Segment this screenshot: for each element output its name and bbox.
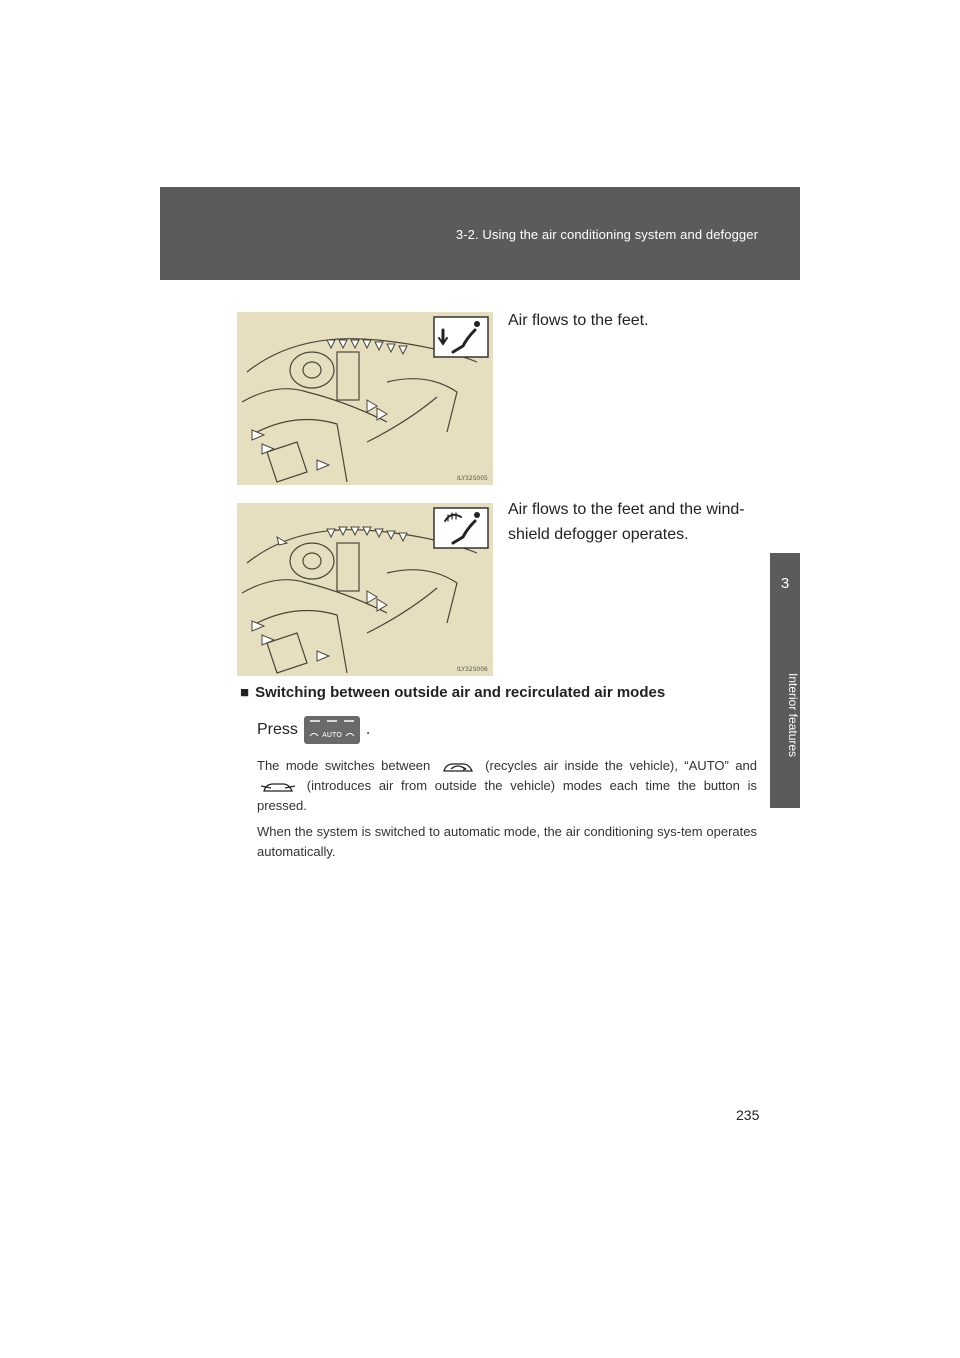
page-number: 235: [736, 1107, 760, 1123]
press-suffix: .: [365, 721, 371, 738]
section-title: 3-2. Using the air conditioning system and defogger: [455, 227, 758, 242]
illustration-code: ILY32S005: [457, 475, 488, 482]
press-instruction: [257, 716, 370, 744]
section-heading: [240, 684, 760, 701]
illustration-feet-windshield-mode: [237, 503, 493, 676]
mode-switch-paragraph: The mode switches between (recycles air inside the vehicle), “AUTO” and (introduces air from outside the vehicle) modes each time the button is pressed.: [257, 758, 757, 813]
outside-air-icon: [261, 780, 295, 794]
mode-description-feet: Air flows to the feet.: [508, 312, 649, 329]
illustration-feet-mode: [237, 312, 493, 485]
svg-text:AUTO: AUTO: [322, 731, 342, 739]
heading-marker: ■: [240, 684, 250, 701]
auto-air-button-icon: [304, 716, 360, 744]
press-label: Press: [257, 721, 298, 738]
header-band: [160, 187, 800, 280]
illustration-code: ILY32S006: [457, 666, 488, 673]
mode-description-feet-windshield: Air flows to the feet and the wind-shield defogger operates.: [508, 501, 745, 543]
chapter-number: 3: [780, 574, 790, 592]
chapter-label: Interior features: [786, 672, 800, 758]
heading-text: Switching between outside air and recirculated air modes: [255, 684, 666, 701]
recirculate-air-icon: [441, 760, 475, 774]
auto-mode-paragraph: When the system is switched to automatic mode, the air conditioning sys-tem operates automatically.: [257, 824, 757, 859]
